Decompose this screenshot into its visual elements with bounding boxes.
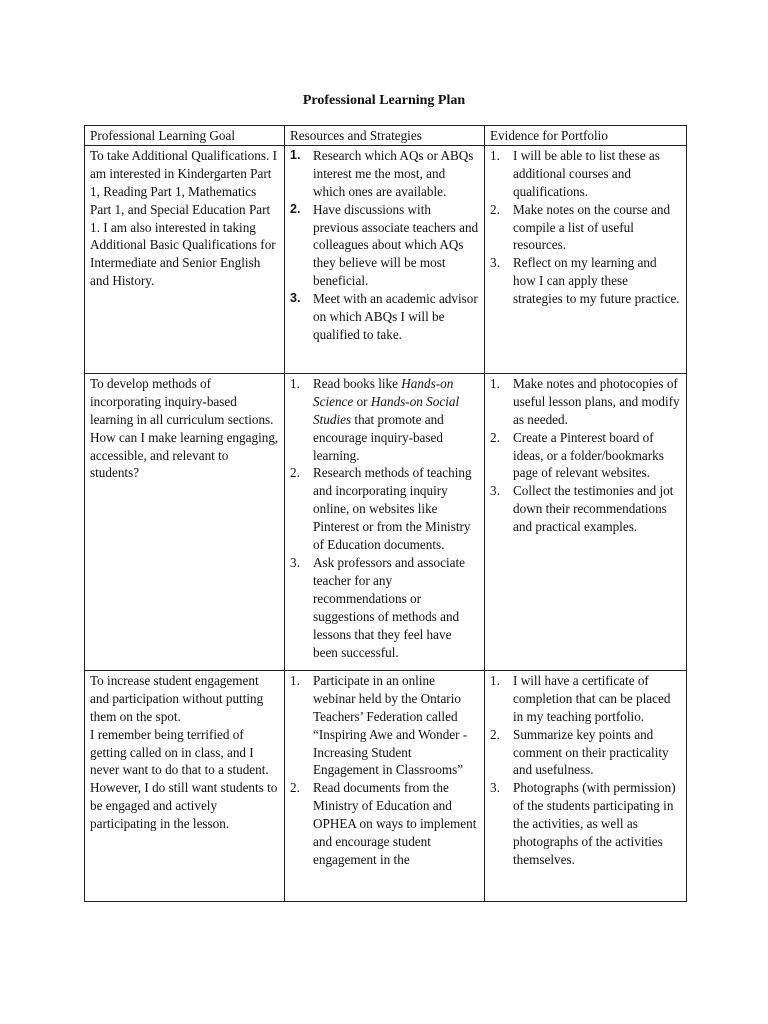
resources-list	[290, 672, 479, 869]
table-row	[85, 670, 687, 901]
goal-question: How can I make learning engaging, accessible, and relevant to students?	[90, 429, 279, 481]
book-title: Hands-on Social Studies	[313, 393, 460, 427]
resources-list	[290, 147, 479, 344]
list-item: 3. Meet with an academic advisor on which ABQs I will be qualified to take.	[290, 291, 478, 342]
evidence-list	[490, 672, 681, 869]
table-row	[85, 145, 687, 373]
table-row	[85, 373, 687, 670]
goal-text: To increase student engagement and participation without putting them on the spot.	[90, 672, 264, 724]
list-item: 1. I will have a certificate of completion that can be placed in my teaching portfolio.	[490, 672, 671, 724]
list-item: 1. Participate in an online webinar held by the Ontario Teachers’ Federation called “Inspiring Awe and Wonder - Increasing Student Engagement in Classrooms”	[290, 672, 468, 778]
goal-cell	[85, 145, 285, 373]
header-resources: Resources and Strategies	[285, 126, 485, 146]
header-evidence: Evidence for Portfolio	[485, 126, 687, 146]
goal-text: To develop methods of incorporating inquiry-based learning in all curriculum sections.	[90, 375, 274, 427]
evidence-list	[490, 147, 681, 308]
resources-cell	[285, 373, 485, 670]
document-title: Professional Learning Plan	[302, 93, 466, 108]
list-item: 1. Research which AQs or ABQs interest me the most, and which ones are available.	[290, 147, 474, 199]
list-item: 1. Read books like Hands-on Science or Hands-on Social Studies that promote and encourage inquiry-based learning.	[290, 375, 460, 463]
list-item: 1. Make notes and photocopies of useful lesson plans, and modify as needed.	[490, 375, 680, 427]
resources-cell	[285, 670, 485, 901]
list-item: 2. Create a Pinterest board of ideas, or a folder/bookmarks page of relevant websites.	[490, 429, 664, 481]
list-item: 2. Research methods of teaching and incorporating inquiry online, on websites like Pinterest or from the Ministry of Education documents.	[290, 465, 472, 553]
header-goal: Professional Learning Goal	[85, 126, 285, 146]
list-item: 2. Have discussions with previous associate teachers and colleagues about which AQs they believe will be most beneficial.	[290, 201, 479, 289]
list-item: 2. Read documents from the Ministry of Education and OPHEA on ways to implement and encourage student engagement in the	[290, 780, 477, 867]
list-item: 1. I will be able to list these as additional courses and qualifications.	[490, 147, 660, 199]
evidence-list	[490, 375, 681, 536]
goal-cell	[85, 670, 285, 901]
list-item: 3. Reflect on my learning and how I can apply these strategies to my future practice.	[490, 255, 680, 307]
list-item: 2. Make notes on the course and compile a list of useful resources.	[490, 201, 671, 253]
book-title: Hands-on Science	[313, 375, 454, 409]
resources-cell	[285, 145, 485, 373]
evidence-cell	[485, 373, 687, 670]
resources-list	[290, 375, 479, 662]
list-item: 3. Photographs (with permission) of the students participating in the activities, as well as photographs of the activities themselves.	[490, 780, 676, 867]
list-item: 3. Ask professors and associate teacher for any recommendations or suggestions of methods and lessons that they feel have been successful.	[290, 554, 465, 660]
evidence-cell	[485, 670, 687, 901]
goal-reflection: I remember being terrified of getting called on in class, and I never want to do that to a student. However, I do still want students to be engaged and actively participating in the lesson.	[90, 726, 278, 832]
evidence-cell	[485, 145, 687, 373]
learning-plan-table	[84, 125, 687, 902]
goal-text: To take Additional Qualifications. I am interested in Kindergarten Part 1, Reading Part 1, Mathematics Part 1, and Special Education Part 1. I am also interested in taking Additional Basic Qualifications for Intermediate and Senior English and History.	[90, 147, 277, 289]
list-item: 2. Summarize key points and comment on their practicality and usefulness.	[490, 726, 669, 778]
goal-cell	[85, 373, 285, 670]
list-item: 3. Collect the testimonies and jot down their recommendations and practical examples.	[490, 483, 674, 535]
table-header-row	[85, 126, 687, 146]
